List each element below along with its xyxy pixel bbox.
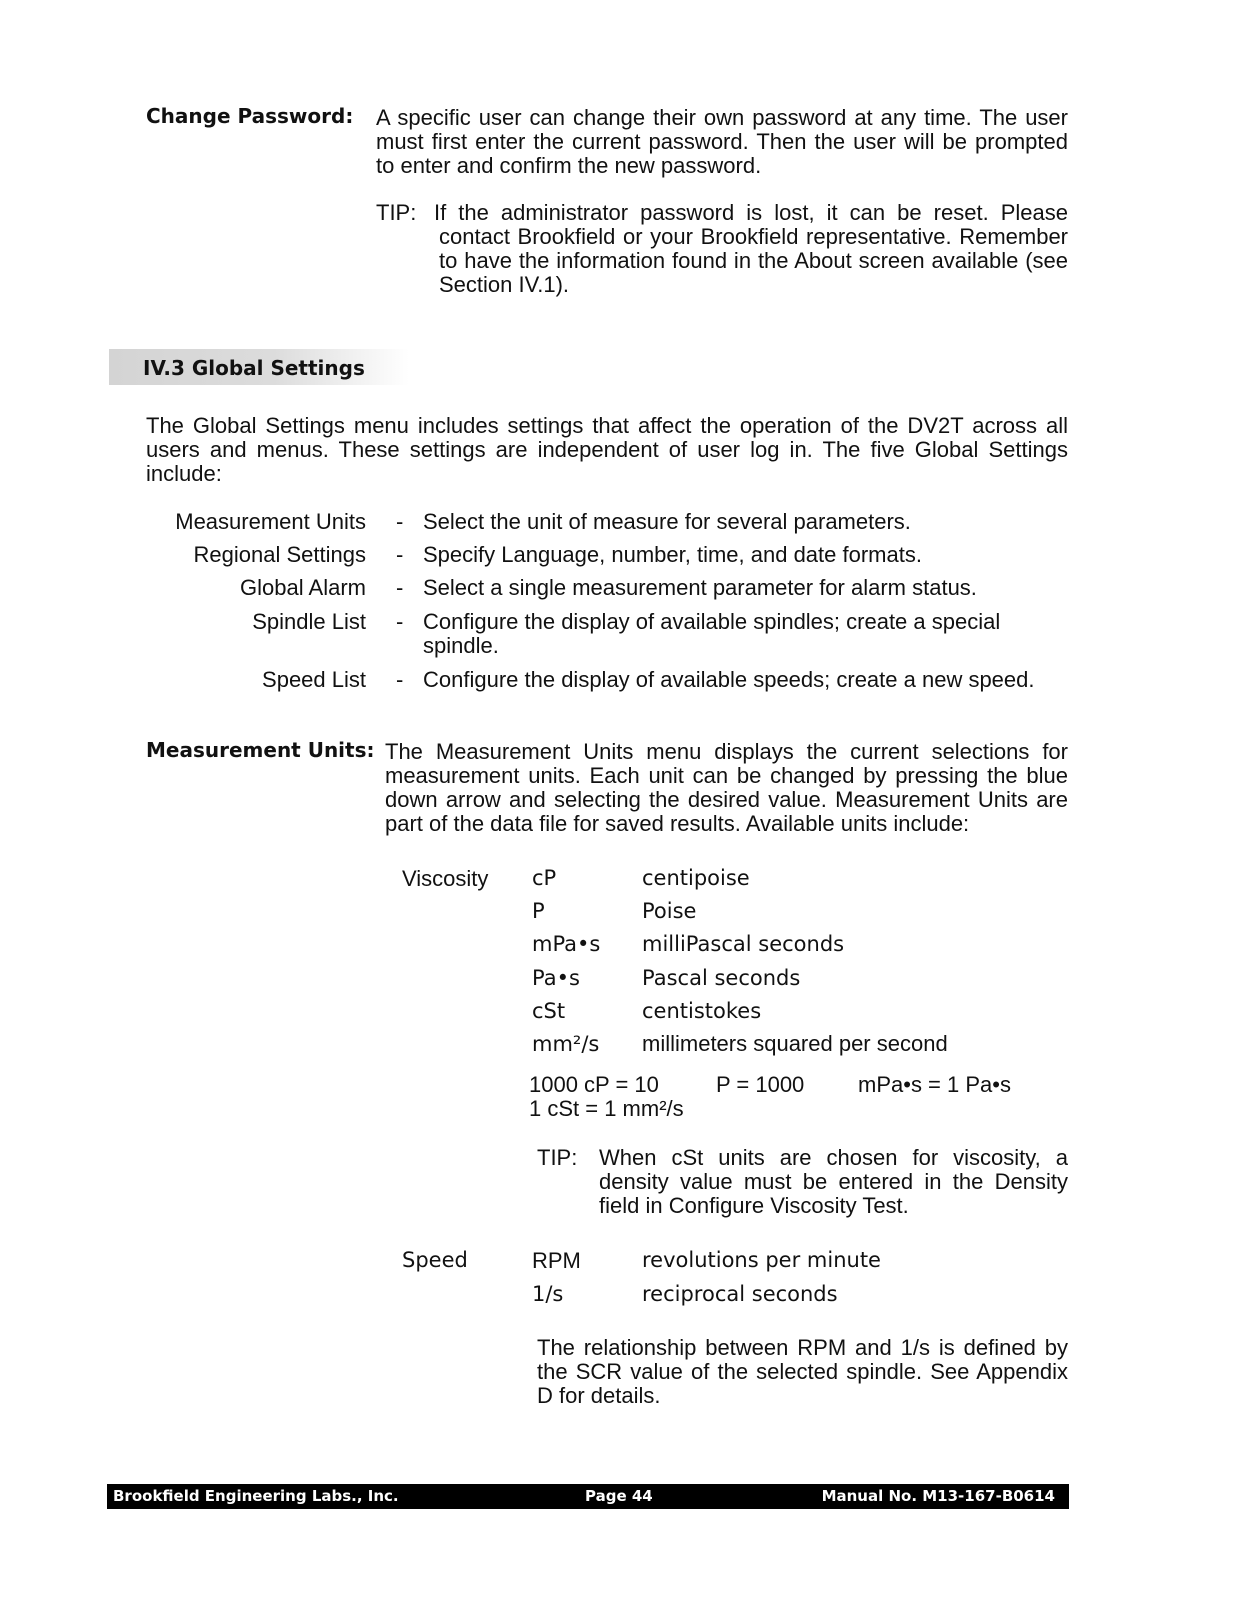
settings-item-desc-1: Select the unit of measure for several parameters. (423, 509, 911, 534)
speed-abbr-1s: 1/s (532, 1282, 564, 1306)
change-password-label: Change Password: (146, 104, 354, 128)
unit-name-p: Poise (642, 899, 697, 923)
unit-name-mpas: milliPascal seconds (642, 932, 845, 956)
footer-manual-number: Manual No. M13-167-B0614 (821, 1487, 1055, 1505)
footer-page-number: Page 44 (585, 1487, 653, 1505)
settings-item-desc-5: Configure the display of available speeds; create a new speed. (423, 667, 1035, 692)
section-intro: The Global Settings menu includes settings that affect the operation of the DV2T across all users and menus. These settings are independent of user log in. The five Global Settings include: (146, 413, 1068, 486)
settings-item-desc-3: Select a single measurement parameter for alarm status. (423, 575, 977, 600)
equivalence-2: 1 cSt = 1 mm²/s (529, 1096, 684, 1121)
change-password-text: A specific user can change their own password at any time. The user must first enter the current password. Then the user will be prompted to enter and confirm the new password. (376, 105, 1068, 178)
speed-note: The relationship between RPM and 1/s is defined by the SCR value of the selected spindle. See Appendix D for details. (537, 1335, 1068, 1408)
viscosity-label: Viscosity (402, 866, 489, 891)
speed-abbr-rpm: RPM (532, 1248, 581, 1273)
settings-item-name-5: Speed List (262, 667, 366, 692)
footer-company: Brookfield Engineering Labs., Inc. (113, 1487, 399, 1505)
speed-label: Speed (402, 1248, 468, 1272)
section-title: IV.3 Global Settings (143, 356, 365, 380)
equivalence-1a: 1000 cP = 10 (529, 1072, 659, 1097)
unit-abbr-pas: Pa•s (532, 966, 580, 990)
settings-item-dash-5: - (396, 667, 404, 692)
unit-name-pas: Pascal seconds (642, 966, 801, 990)
settings-item-name-2: Regional Settings (193, 542, 366, 567)
unit-abbr-mm2s: mm²/s (532, 1032, 600, 1056)
settings-item-dash-2: - (396, 542, 404, 567)
unit-abbr-mpas: mPa•s (532, 932, 601, 956)
settings-item-dash-4: - (396, 609, 404, 634)
settings-item-name-3: Global Alarm (240, 575, 366, 600)
settings-item-name-4: Spindle List (252, 609, 366, 634)
unit-name-cp: centipoise (642, 866, 750, 890)
settings-item-desc-4: Configure the display of available spindles; create a special spindle. (423, 609, 1001, 658)
settings-item-dash-1: - (396, 509, 404, 534)
page-footer (107, 1484, 1069, 1509)
settings-item-dash-3: - (396, 575, 404, 600)
unit-name-mm2s: millimeters squared per second (642, 1031, 948, 1056)
settings-item-name-1: Measurement Units (175, 509, 366, 534)
tip-prefix: TIP: (376, 200, 417, 225)
unit-name-cst: centistokes (642, 999, 762, 1023)
measurement-units-text: The Measurement Units menu displays the current selections for measurement units. Each unit can be changed by pressing the blue down arrow and selecting the desired value. Measurement Units are part of the data file for saved results. Available units include: (385, 739, 1068, 836)
equivalence-1b: P = 1000 (716, 1072, 805, 1097)
unit-abbr-cst: cSt (532, 999, 566, 1023)
unit-abbr-cp: cP (532, 866, 557, 890)
speed-name-1s: reciprocal seconds (642, 1282, 838, 1306)
settings-item-desc-2: Specify Language, number, time, and date formats. (423, 542, 922, 567)
unit-abbr-p: P (532, 899, 545, 923)
viscosity-tip-prefix: TIP: (537, 1145, 578, 1170)
speed-name-rpm: revolutions per minute (642, 1248, 881, 1272)
measurement-units-label: Measurement Units: (146, 738, 375, 762)
viscosity-tip-text: When cSt units are chosen for viscosity, a density value must be entered in the Density field in Configure Viscosity Test. (599, 1145, 1068, 1218)
equivalence-1c: mPa•s = 1 Pa•s (858, 1072, 1011, 1097)
tip-text: If the administrator password is lost, it can be reset. Please contact Brookfield or your Brookfield representative. Remember to have the information found in the About screen available (see Section IV.1). (434, 200, 1068, 297)
